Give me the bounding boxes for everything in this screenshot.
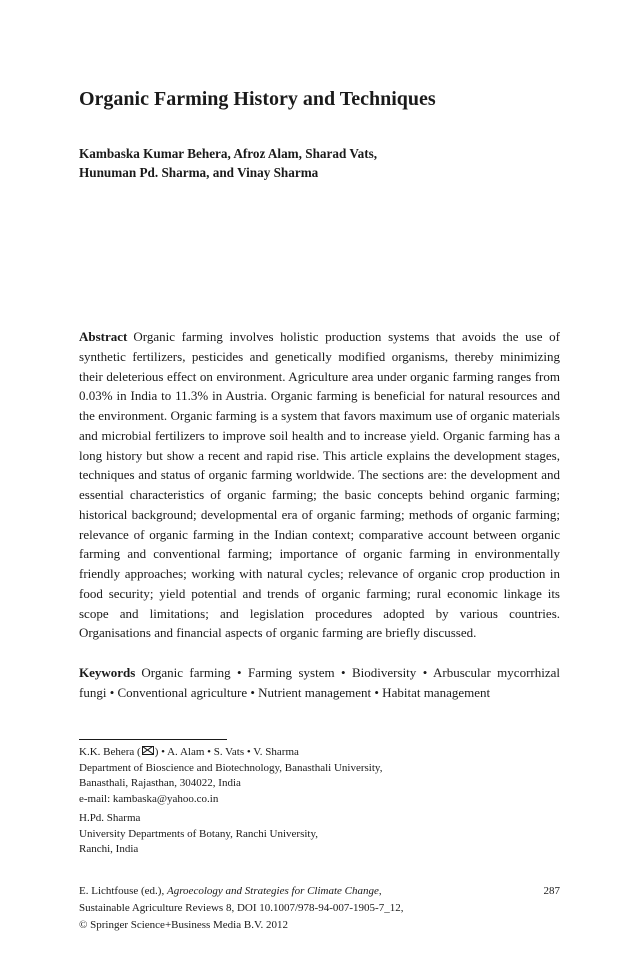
affiliation-2-name: H.Pd. Sharma xyxy=(79,812,141,824)
affiliation-1-department: Department of Bioscience and Biotechnology, Banasthali University, xyxy=(79,761,383,774)
keywords xyxy=(79,663,560,703)
paper-title: Organic Farming History and Techniques xyxy=(79,88,436,110)
affiliation-2-department: University Departments of Botany, Ranchi University, xyxy=(79,827,318,840)
abstract xyxy=(79,327,560,643)
affiliation-1-address: Banasthali, Rajasthan, 304022, India xyxy=(79,777,241,789)
affiliation-1-names: K.K. Behera ( ) • A. Alam • S. Vats • V. Sharma xyxy=(79,746,299,758)
paper-page xyxy=(79,0,560,968)
author-list xyxy=(79,144,560,182)
citation-footer xyxy=(79,883,560,934)
abstract-label: Abstract xyxy=(79,329,128,344)
affiliation-block-2 xyxy=(79,811,560,858)
citation-line-1: E. Lichtfouse (ed.), Agroecology and Strategies for Climate Change, xyxy=(79,885,382,897)
page-number: 287 xyxy=(543,885,560,897)
abstract-text: Organic farming involves holistic production systems that avoids the use of synthetic fertilizers, pesticides and genetically modified organisms, thereby minimizing their deleterious effect on environment. Agriculture area under organic farming ranges from 0.03% in India to 11.3% in Austria. Organic farming is beneficial for natural resources and the environment. Organic farming is a system that favors maximum use of organic materials and microbial fertilizers to improve soil health and to increase yield. Organic farming has a long history but show a recent and rapid rise. This article explains the development stages, techniques and status of organic farming worldwide. The sections are: the development and essential characteristics of organic farming; the basic concepts behind organic farming; historical background; developmental era of organic farming; methods of organic farming; relevance of organic farming in the Indian context; comparative account between organic farming and conventional farming; importance of organic farming in environmentally friendly approaches; working with natural cycles; relevance of organic crop production in food security; yield potential and trends of organic farming; rural economic linkage its scope and limitations; and legislation procedures adopted by various countries. Organisations and financial aspects of organic farming are briefly discussed. xyxy=(79,329,560,641)
keywords-text: Organic farming • Farming system • Biodiversity • Arbuscular mycorrhizal fungi • Conventional agriculture • Nutrient management • Habitat management xyxy=(79,665,560,700)
affiliation-1-email: e-mail: kambaska@yahoo.co.in xyxy=(79,792,219,805)
citation-line-2: Sustainable Agriculture Reviews 8, DOI 10.1007/978-94-007-1905-7_12, xyxy=(79,902,404,914)
author-line-1: Kambaska Kumar Behera, Afroz Alam, Sharad Vats, xyxy=(79,146,378,161)
affiliation-block-1 xyxy=(79,745,560,807)
keywords-label: Keywords xyxy=(79,665,136,680)
book-title: Agroecology and Strategies for Climate Change xyxy=(166,885,379,897)
author-line-2: Hunuman Pd. Sharma, and Vinay Sharma xyxy=(79,165,319,180)
envelope-icon xyxy=(142,746,154,755)
footnote-divider xyxy=(79,739,227,740)
copyright-line: © Springer Science+Business Media B.V. 2012 xyxy=(79,919,288,931)
affiliation-2-address: Ranchi, India xyxy=(79,843,139,855)
